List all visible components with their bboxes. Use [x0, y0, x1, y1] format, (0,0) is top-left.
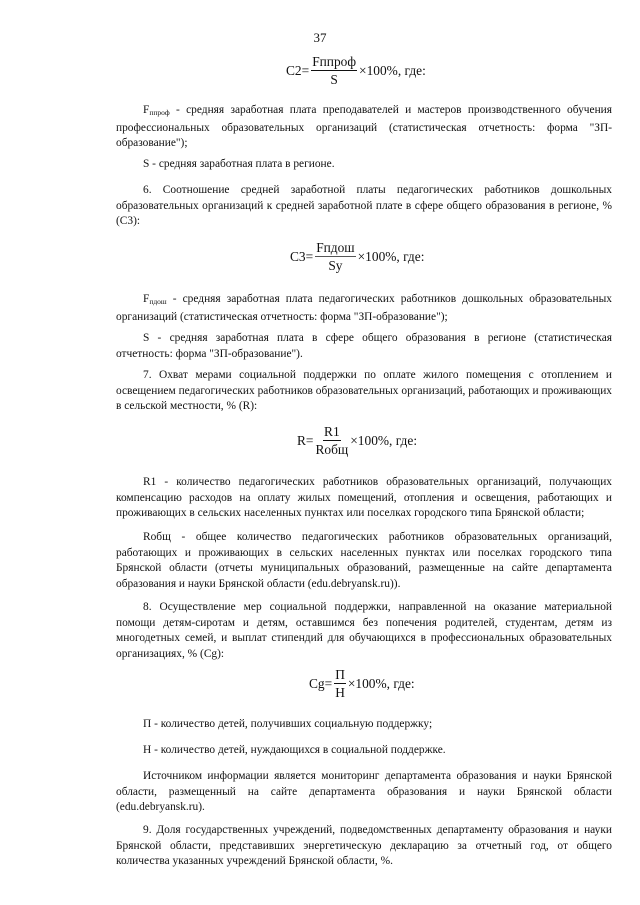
formula-c3-rhs: ×100%, где:	[357, 248, 425, 264]
formula-c2-denominator: S	[330, 72, 338, 87]
formula-cg	[309, 667, 415, 700]
formula-cg-rhs: ×100%, где:	[347, 675, 415, 691]
fpprof-definition: - средняя заработная плата преподавателей и мастеров производственного обучения профессиональных образовательных организаций (статистическая отчетность: форма "ЗП-образование");	[116, 104, 612, 150]
formula-c2-numerator: Fппроф	[312, 54, 357, 69]
formula-c3-numerator: Fпдош	[316, 240, 355, 255]
paragraph-item-8: 8. Осуществление мер социальной поддержки, направленной на оказание материальной помощи детям-сиротам и детям, оставшимся без попечения родителей, студентам, детям из многодетных семей, и выплат стипендий для обучающихся в профессиональных образовательных организациях, % (Cg):	[116, 601, 612, 660]
fpprof-subscript: ппроф	[149, 108, 170, 117]
paragraph-robsh: Rобщ - общее количество педагогических работников образовательных организаций, работающих и проживающих в сельских населенных пунктах или поселках городского типа Брянской области (отчеты муниципальных образований, размещенные на сайте департамента образования и науки Брянской области (edu.debryansk.ru)).	[116, 531, 612, 590]
paragraph-source: Источником информации является мониторинг департамента образования и науки Брянской области, размещенный на сайте департамента образования и науки Брянской области (edu.debryansk.ru).	[116, 770, 612, 814]
fpdosh-symbol: F	[143, 293, 150, 305]
paragraph-fpprof	[116, 103, 612, 152]
formula-r-rhs: ×100%, где:	[350, 432, 418, 448]
formula-r-denominator: Rобщ	[315, 442, 349, 457]
formula-c3-denominator: Sy	[328, 258, 343, 273]
formula-c2-rhs: ×100%, где:	[359, 62, 426, 78]
paragraph-fpdosh	[116, 292, 612, 325]
paragraph-r1: R1 - количество педагогических работников образовательных организаций, получающих компенсацию расходов на оплату жилых помещений, отопления и освещения, работающих и проживающих в сельских населенных пунктах или поселках городского типа Брянской области;	[116, 476, 612, 520]
formula-c2-lhs: C2=	[286, 62, 310, 78]
paragraph-n-definition: Н - количество детей, нуждающихся в социальной поддержке.	[143, 744, 446, 756]
paragraph-s-general: S - средняя заработная плата в сфере общего образования в регионе (статистическая отчетность: форма "ЗП-образование").	[116, 332, 612, 360]
paragraph-s-region: S - средняя заработная плата в регионе.	[143, 158, 335, 170]
paragraph-item-6: 6. Соотношение средней заработной платы педагогических работников дошкольных образовательных организаций к средней заработной плате в сфере общего образования в регионе, % (С3):	[116, 184, 612, 228]
page-number: 37	[313, 30, 327, 45]
formula-cg-lhs: Cg=	[309, 675, 333, 691]
paragraph-item-7: 7. Охват мерами социальной поддержки по оплате жилого помещения с отоплением и освещением педагогических работников образовательных организаций, работающих и проживающих в сельской местности, % (R):	[116, 369, 612, 413]
formula-c2	[286, 54, 426, 87]
paragraph-item-9: 9. Доля государственных учреждений, подведомственных департаменту образования и науки Брянской области, представивших энергетическую декларацию за отчетный год, от общего количества указанных учреждений Брянской области, %.	[116, 824, 612, 868]
formula-r	[297, 424, 417, 457]
formula-r-numerator: R1	[324, 424, 340, 439]
formula-cg-numerator: П	[335, 667, 345, 682]
formula-c3-lhs: C3=	[290, 248, 314, 264]
formula-r-lhs: R=	[297, 432, 314, 448]
fpdosh-subscript: пдош	[149, 297, 167, 306]
paragraph-p-definition: П - количество детей, получивших социальную поддержку;	[143, 718, 433, 730]
formula-cg-denominator: Н	[335, 685, 345, 700]
fpdosh-definition: - средняя заработная плата педагогических работников дошкольных образовательных организаций (статистическая отчетность: форма "ЗП-образование");	[116, 293, 612, 323]
formula-c3	[290, 240, 424, 273]
fpprof-symbol: F	[143, 104, 150, 116]
